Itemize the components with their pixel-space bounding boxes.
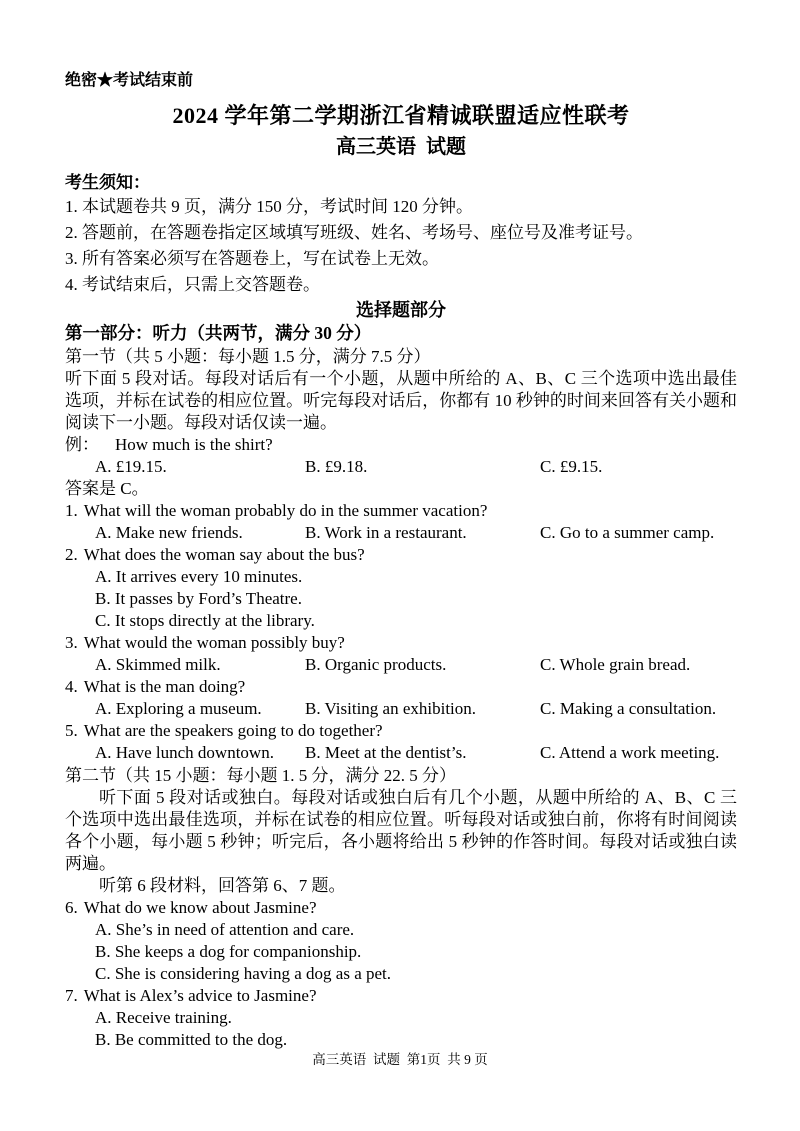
question-7-options — [65, 1007, 737, 1051]
question-2-option-a: A. It arrives every 10 minutes. — [95, 567, 303, 586]
question-1 — [65, 500, 737, 522]
page-footer: 高三英语 试题 第1页 共 9 页 — [312, 1052, 488, 1067]
question-7 — [65, 985, 737, 1007]
question-4 — [65, 676, 737, 698]
question-2-options — [65, 566, 737, 632]
question-5-option-b: B. Meet at the dentist’s. — [305, 743, 467, 762]
security-mark: 绝密★考试结束前 — [65, 72, 194, 89]
section1-heading: 第一节（共 5 小题：每小题 1.5 分，满分 7.5 分） — [65, 347, 431, 366]
question-7-option-b: B. Be committed to the dog. — [95, 1030, 288, 1049]
question-6-options — [65, 919, 737, 985]
question-6-option-a: A. She’s in need of attention and care. — [95, 920, 355, 939]
example-question-line — [65, 434, 737, 456]
example-option-c: C. £9.15. — [540, 457, 603, 476]
question-5-option-a: A. Have lunch downtown. — [95, 743, 274, 762]
example-option-b: B. £9.18. — [305, 457, 368, 476]
question-3-options — [65, 654, 737, 676]
question-3-option-a: A. Skimmed milk. — [95, 655, 221, 674]
question-3-text: What would the woman possibly buy? — [83, 633, 345, 652]
example-label: 例： — [65, 435, 99, 454]
question-1-option-b: B. Work in a restaurant. — [305, 523, 467, 542]
notice-item-2: 2. 答题前，在答题卷指定区域填写班级、姓名、考场号、座位号及准考证号。 — [65, 223, 643, 242]
question-6-number: 6. — [65, 898, 78, 917]
question-2-option-c: C. It stops directly at the library. — [95, 611, 315, 630]
question-4-number: 4. — [65, 677, 78, 696]
question-1-number: 1. — [65, 501, 78, 520]
question-2-text: What does the woman say about the bus? — [83, 545, 365, 564]
exam-subtitle: 高三英语 试题 — [336, 136, 466, 158]
question-1-option-a: A. Make new friends. — [95, 523, 243, 542]
question-5-options — [65, 742, 737, 764]
question-3 — [65, 632, 737, 654]
question-6-text: What do we know about Jasmine? — [83, 898, 317, 917]
notice-item-4: 4. 考试结束后，只需上交答题卷。 — [65, 275, 320, 294]
question-2-option-b: B. It passes by Ford’s Theatre. — [95, 589, 302, 608]
question-4-option-c: C. Making a consultation. — [540, 699, 717, 718]
question-5-text: What are the speakers going to do together? — [83, 721, 383, 740]
question-6-option-b: B. She keeps a dog for companionship. — [95, 942, 362, 961]
question-1-option-c: C. Go to a summer camp. — [540, 523, 715, 542]
notice-heading: 考生须知： — [65, 173, 150, 192]
question-7-number: 7. — [65, 986, 78, 1005]
question-5 — [65, 720, 737, 742]
example-options — [65, 456, 737, 478]
question-1-options — [65, 522, 737, 544]
question-1-text: What will the woman probably do in the summer vacation? — [83, 501, 488, 520]
section2-instructions: 听下面 5 段对话或独白。每段对话或独白后有几个小题，从题中所给的 A、B、C 三个选项中选出最佳选项，并标在试卷的相应位置。听每段对话或独白前，你将有时间阅读各个小题，每小题 5 秒钟；听完后，各小题将给出 5 秒钟的作答时间。每段对话或独白读两遍。 — [65, 788, 737, 873]
question-5-option-c: C. Attend a work meeting. — [540, 743, 720, 762]
question-3-option-c: C. Whole grain bread. — [540, 655, 691, 674]
example-answer: 答案是 C。 — [65, 479, 149, 498]
question-4-option-a: A. Exploring a museum. — [95, 699, 262, 718]
question-3-number: 3. — [65, 633, 78, 652]
question-4-text: What is the man doing? — [83, 677, 246, 696]
choice-part-heading: 选择题部分 — [356, 300, 446, 320]
question-7-text: What is Alex’s advice to Jasmine? — [83, 986, 317, 1005]
notice-item-1: 1. 本试题卷共 9 页，满分 150 分，考试时间 120 分钟。 — [65, 197, 473, 216]
exam-title: 2024 学年第二学期浙江省精诚联盟适应性联考 — [172, 103, 630, 128]
page-content — [65, 0, 737, 1051]
question-6 — [65, 897, 737, 919]
question-5-number: 5. — [65, 721, 78, 740]
question-2-number: 2. — [65, 545, 78, 564]
section1-instructions: 听下面 5 段对话。每段对话后有一个小题，从题中所给的 A、B、C 三个选项中选出最佳选项，并标在试卷的相应位置。听完每段对话后，你都有 10 秒钟的时间来回答有关小题和阅读下一小题。每段对话仅读一遍。 — [65, 369, 737, 432]
example-option-a: A. £19.15. — [95, 457, 167, 476]
notice-item-3: 3. 所有答案必须写在答题卷上，写在试卷上无效。 — [65, 249, 439, 268]
question-6-option-c: C. She is considering having a dog as a pet. — [95, 964, 392, 983]
part1-heading: 第一部分：听力（共两节，满分 30 分） — [65, 323, 372, 343]
question-3-option-b: B. Organic products. — [305, 655, 447, 674]
example-question: How much is the shirt? — [115, 435, 273, 454]
question-4-options — [65, 698, 737, 720]
question-4-option-b: B. Visiting an exhibition. — [305, 699, 477, 718]
section2-heading: 第二节（共 15 小题：每小题 1. 5 分，满分 22. 5 分） — [65, 766, 456, 785]
material-note-6-7: 听第 6 段材料，回答第 6、7 题。 — [99, 876, 346, 895]
question-2 — [65, 544, 737, 566]
question-7-option-a: A. Receive training. — [95, 1008, 232, 1027]
